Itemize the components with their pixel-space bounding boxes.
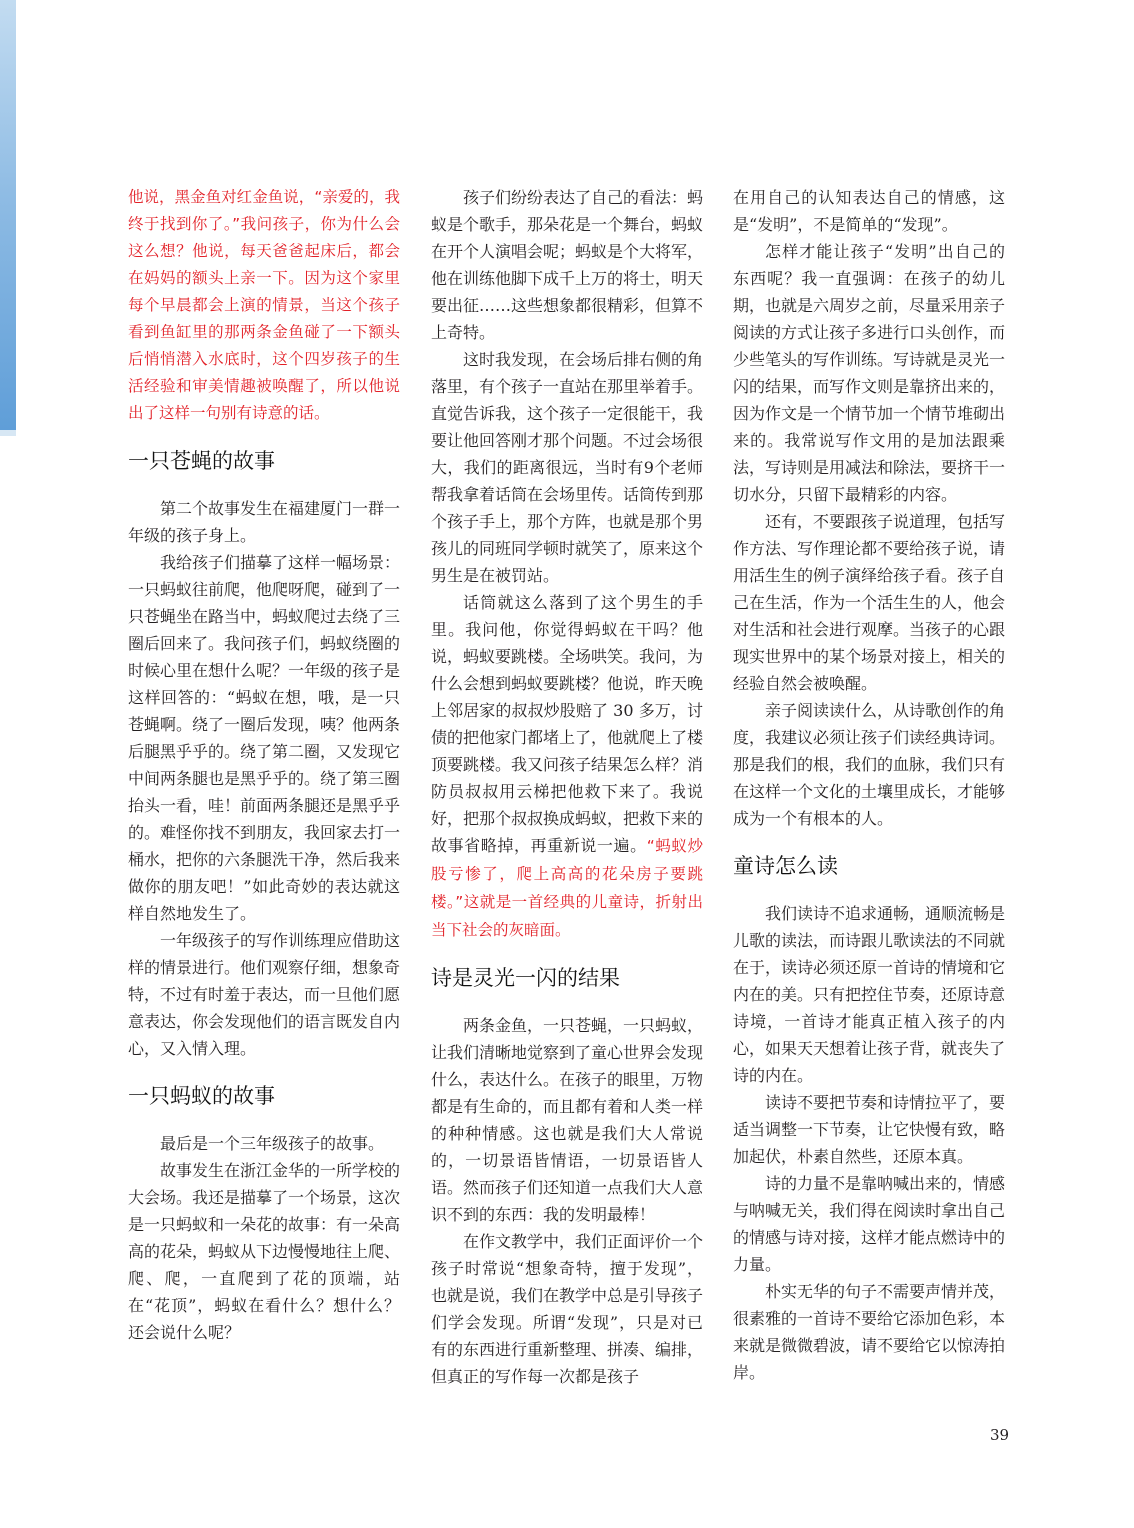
paragraph: 两条金鱼，一只苍蝇，一只蚂蚁，让我们清晰地觉察到了童心世界会发现什么，表达什么。在孩子的眼里，万物都是有生命的，而且都有着和人类一样的种种情感。这也就是我们大人常说的，一切景语皆情语，一切景语皆人语。然而孩子们还知道一点我们大人意识不到的东西：我的发明最棒！ [431, 1016, 704, 1224]
article-column-2 [431, 184, 703, 1390]
paragraph: 我给孩子们描摹了这样一幅场景：一只蚂蚁往前爬，他爬呀爬，碰到了一只苍蝇坐在路当中，蚂蚁爬过去绕了三圈后回来了。我问孩子们，蚂蚁绕圈的时候心里在想什么呢？一年级的孩子是这样回答的：“蚂蚁在想，哦，是一只苍蝇啊。绕了一圈后发现，咦？他两条后腿黑乎乎的。绕了第二圈，又发现它中间两条腿也是黑乎乎的。绕了第三圈抬头一看，哇！前面两条腿还是黑乎乎的。难怪你找不到朋友，我回家去打一桶水，把你的六条腿洗干净，然后我来做你的朋友吧！”如此奇妙的表达就这样自然地发生了。 [128, 553, 401, 923]
paragraph: 最后是一个三年级孩子的故事。 [160, 1134, 385, 1153]
red-highlight-paragraph: 他说，黑金鱼对红金鱼说，“亲爱的，我终于找到你了。”我问孩子，你为什么会这么想？他说，每天爸爸起床后，都会在妈妈的额头上亲一下。因为这个家里每个早晨都会上演的情景，当这个孩子看到鱼缸里的那两条金鱼碰了一下额头后悄悄潜入水底时，这个四岁孩子的生活经验和审美情趣被唤醒了，所以他说出了这样一句别有诗意的话。 [128, 188, 400, 422]
paragraph: 第二个故事发生在福建厦门一群一年级的孩子身上。 [128, 499, 401, 545]
red-highlight-text: “蚂蚁炒股亏惨了，爬上高高的花朵房子要跳楼。”这就是一首经典的儿童诗，折射出当下社会的灰暗面。 [431, 837, 703, 939]
paragraph: 读诗不要把节奏和诗情拉平了，要适当调整一下节奏，让它快慢有致，略加起伏，朴素自然些，还原本真。 [733, 1093, 1006, 1166]
paragraph: 亲子阅读读什么，从诗歌创作的角度，我建议必须让孩子们读经典诗词。那是我们的根，我们的血脉，我们只有在这样一个文化的土壤里成长，才能够成为一个有根本的人。 [733, 701, 1006, 828]
paragraph: 我们读诗不追求通畅，通顺流畅是儿歌的读法，而诗跟儿歌读法的不同就在于，读诗必须还原一首诗的情境和它内在的美。只有把控住节奏，还原诗意诗境，一首诗才能真正植入孩子的内心，如果天天想着让孩子背，就丧失了诗的内在。 [733, 904, 1006, 1085]
paragraph: 在作文教学中，我们正面评价一个孩子时常说“想象奇特，擅于发现”，也就是说，我们在教学中总是引导孩子们学会发现。所谓“发现”，只是对已有的东西进行重新整理、拼凑、编排，但真正的写作每一次都是孩子 [431, 1232, 704, 1386]
section-heading-ant: 一只蚂蚁的故事 [128, 1084, 275, 1108]
article-column-3 [733, 184, 1005, 1386]
article-column-1 [128, 184, 400, 1346]
page-edge-strip [0, 0, 16, 430]
paragraph: 还有，不要跟孩子说道理，包括写作方法、写作理论都不要给孩子说，请用活生生的例子演绎给孩子看。孩子自己在生活，作为一个活生生的人，他会对生活和社会进行观摩。当孩子的心跟现实世界中的某个场景对接上，相关的经验自然会被唤醒。 [733, 512, 1006, 693]
paragraph: 一年级孩子的写作训练理应借助这样的情景进行。他们观察仔细，想象奇特，不过有时羞于表达，而一旦他们愿意表达，你会发现他们的语言既发自内心，又入情入理。 [128, 931, 401, 1058]
paragraph: 孩子们纷纷表达了自己的看法：蚂蚁是个歌手，那朵花是一个舞台，蚂蚁在开个人演唱会呢；蚂蚁是个大将军，他在训练他脚下成千上万的将士，明天要出征……这些想象都很精彩，但算不上奇特。 [431, 188, 704, 342]
paragraph: 怎样才能让孩子“发明”出自己的东西呢？我一直强调：在孩子的幼儿期，也就是六周岁之前，尽量采用亲子阅读的方式让孩子多进行口头创作，而少些笔头的写作训练。写诗就是灵光一闪的结果，而写作文则是靠挤出来的，因为作文是一个情节加一个情节堆砌出来的。我常说写作文用的是加法跟乘法，写诗则是用减法和除法，要挤干一切水分，只留下最精彩的内容。 [733, 242, 1006, 504]
paragraph: 故事发生在浙江金华的一所学校的大会场。我还是描摹了一个场景，这次是一只蚂蚁和一朵花的故事：有一朵高高的花朵，蚂蚁从下边慢慢地往上爬、爬、爬，一直爬到了花的顶端，站在“花顶”，蚂蚁在看什么？想什么？还会说什么呢？ [128, 1161, 401, 1342]
paragraph: 朴实无华的句子不需要声情并茂，很素雅的一首诗不要给它添加色彩，本来就是微微碧波，请不要给它以惊涛拍岸。 [733, 1282, 1006, 1382]
section-heading-reading: 童诗怎么读 [733, 854, 838, 878]
page-number: 39 [990, 1426, 1010, 1444]
paragraph-with-highlight [431, 589, 703, 944]
paragraph: 诗的力量不是靠呐喊出来的，情感与呐喊无关，我们得在阅读时拿出自己的情感与诗对接，这样才能点燃诗中的力量。 [733, 1174, 1006, 1274]
section-heading-fly: 一只苍蝇的故事 [128, 449, 275, 473]
paragraph: 这时我发现，在会场后排右侧的角落里，有个孩子一直站在那里举着手。直觉告诉我，这个孩子一定很能干，我要让他回答刚才那个问题。不过会场很大，我们的距离很远，当时有9个老师帮我拿着话筒在会场里传。话筒传到那个孩子手上，那个方阵，也就是那个男孩儿的同班同学顿时就笑了，原来这个男生是在被罚站。 [431, 350, 704, 585]
section-heading-poem: 诗是灵光一闪的结果 [431, 966, 620, 990]
paragraph-text: 话筒就这么落到了这个男生的手里。我问他，你觉得蚂蚁在干吗？他说，蚂蚁要跳楼。全场哄笑。我问，为什么会想到蚂蚁要跳楼？他说，昨天晚上邻居家的叔叔炒股赔了 30 多万，讨债的把他家门都堵上了，他就爬上了楼顶要跳楼。我又问孩子结果怎么样？消防员叔叔用云梯把他救下来了。我说好，把那个叔叔换成蚂蚁，把救下来的故事省略掉，再重新说一遍。 [431, 593, 704, 855]
paragraph-continued: 在用自己的认知表达自己的情感，这是“发明”，不是简单的“发现”。 [733, 188, 1005, 234]
